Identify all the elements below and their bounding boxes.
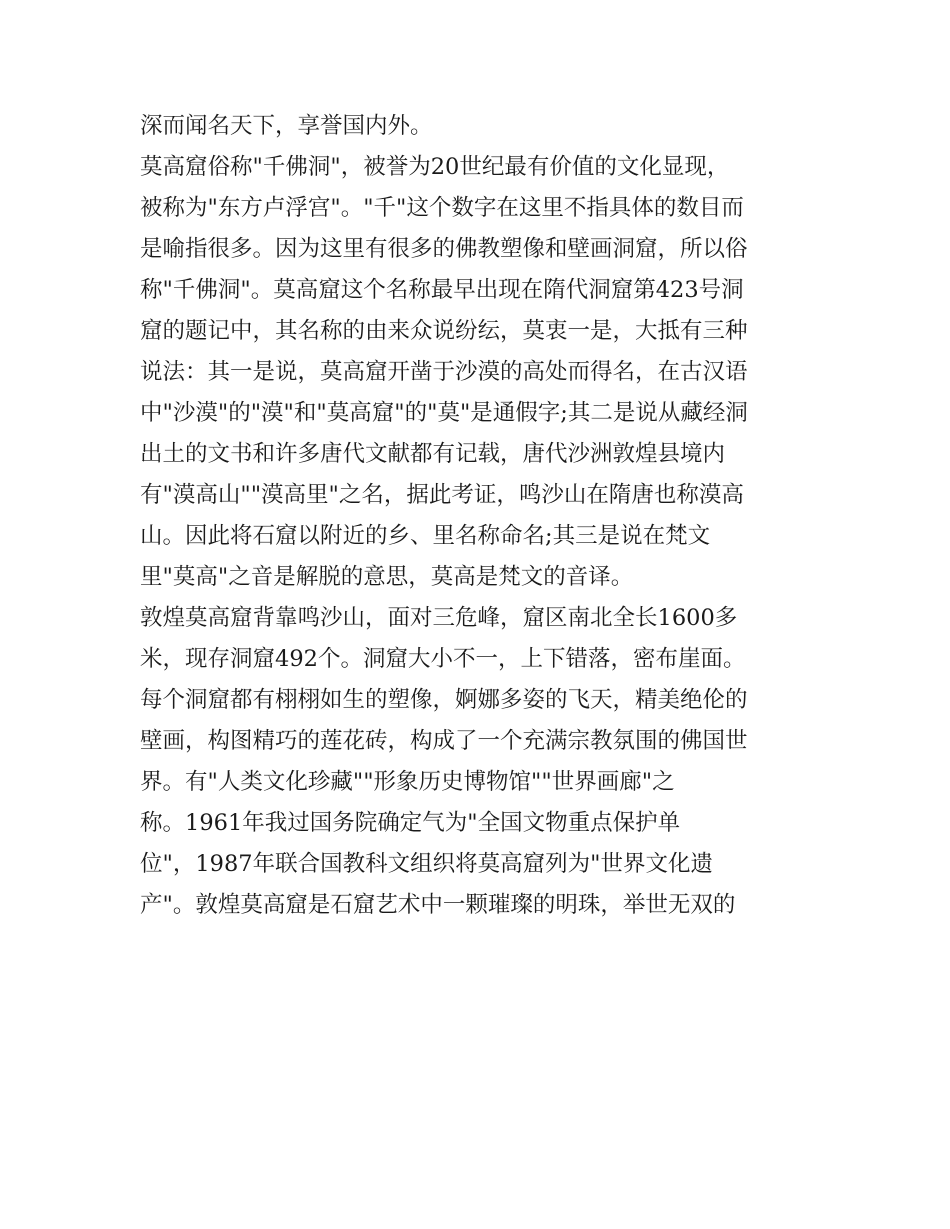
text-line: 中"沙漠"的"漠"和"莫高窟"的"莫"是通假字;其二是说从藏经洞 <box>140 400 748 426</box>
text-line: 敦煌莫高窟背靠鸣沙山，面对三危峰，窟区南北全长1600多 <box>140 605 738 631</box>
text-line: 说法：其一是说，莫高窟开凿于沙漠的高处而得名，在古汉语 <box>140 359 748 385</box>
text-line: 界。有"人类文化珍藏""形象历史博物馆""世界画廊"之 <box>140 769 675 795</box>
text-line: 每个洞窟都有栩栩如生的塑像，婀娜多姿的飞天，精美绝伦的 <box>140 687 748 713</box>
text-line: 壁画，构图精巧的莲花砖，构成了一个充满宗教氛围的佛国世 <box>140 728 748 754</box>
text-line: 有"漠高山""漠高里"之名，据此考证，鸣沙山在隋唐也称漠高 <box>140 482 744 508</box>
text-line: 产"。敦煌莫高窟是石窟艺术中一颗璀璨的明珠，举世无双的 <box>140 892 736 918</box>
text-line: 位"，1987年联合国教科文组织将莫高窟列为"世界文化遗 <box>140 851 713 877</box>
text-line: 深而闻名天下，享誉国内外。 <box>140 113 433 139</box>
text-line: 里"莫高"之音是解脱的意思，莫高是梵文的音译。 <box>140 564 634 590</box>
text-line: 称"千佛洞"。莫高窟这个名称最早出现在隋代洞窟第423号洞 <box>140 277 744 303</box>
body-text <box>140 106 820 926</box>
text-line: 出土的文书和许多唐代文献都有记载，唐代沙洲敦煌县境内 <box>140 441 726 467</box>
text-line: 是喻指很多。因为这里有很多的佛教塑像和壁画洞窟，所以俗 <box>140 236 748 262</box>
text-line: 山。因此将石窟以附近的乡、里名称命名;其三是说在梵文 <box>140 523 711 549</box>
text-line: 米，现存洞窟492个。洞窟大小不一，上下错落，密布崖面。 <box>140 646 746 672</box>
text-line: 莫高窟俗称"千佛洞"，被誉为20世纪最有价值的文化显现， <box>140 154 730 180</box>
text-line: 窟的题记中，其名称的由来众说纷纭，莫衷一是，大抵有三种 <box>140 318 748 344</box>
text-line: 被称为"东方卢浮宫"。"千"这个数字在这里不指具体的数目而 <box>140 195 744 221</box>
text-line: 称。1961年我过国务院确定气为"全国文物重点保护单 <box>140 810 681 836</box>
